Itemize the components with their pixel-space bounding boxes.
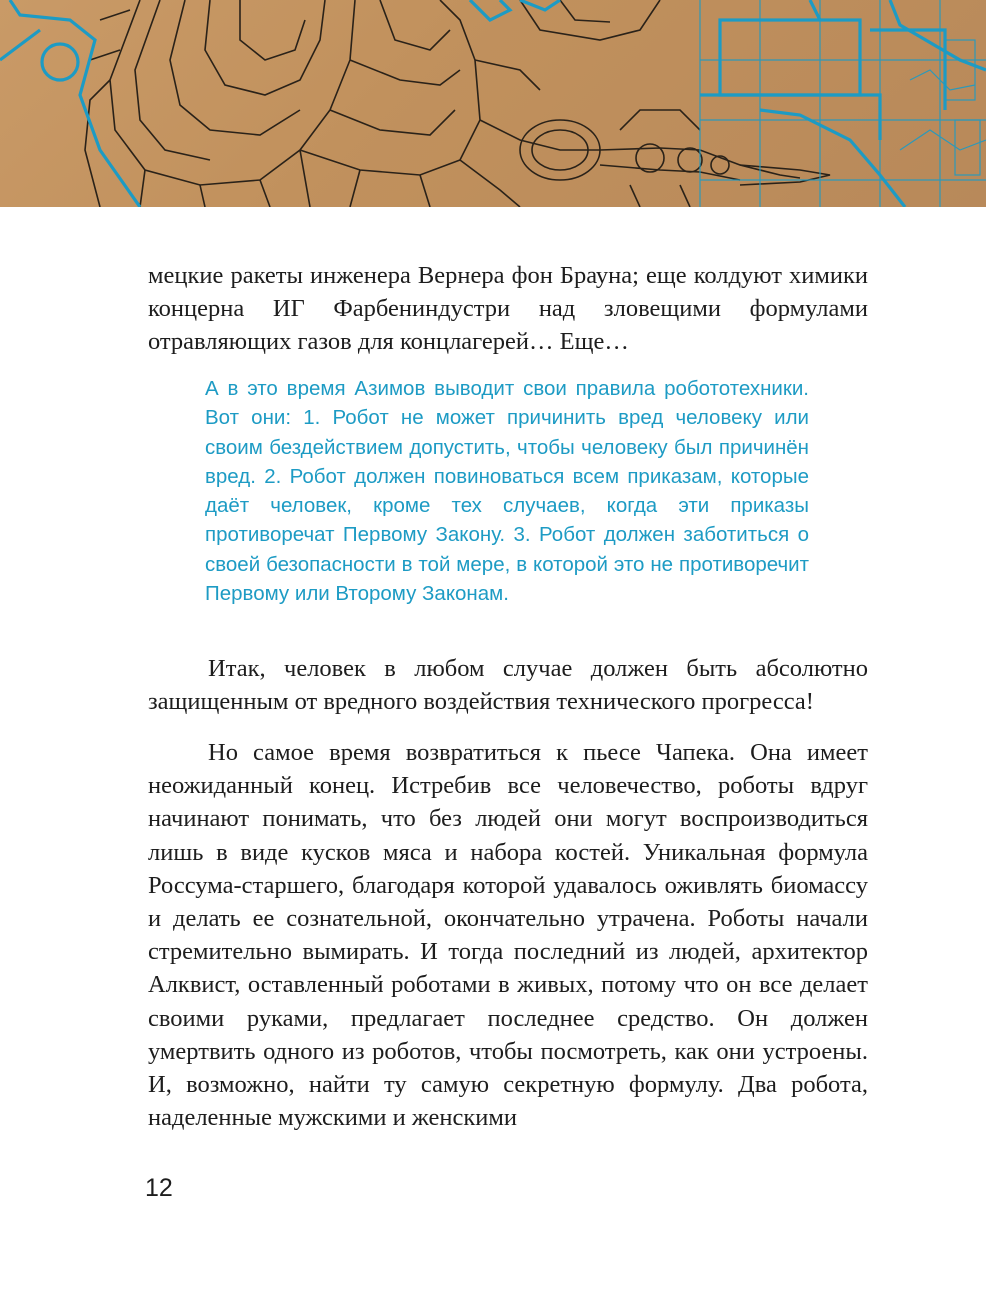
blueprint-drawing	[0, 0, 986, 207]
page-number: 12	[145, 1174, 173, 1202]
paragraph-3: Но самое время возвратиться к пьесе Чапека. Она имеет неожиданный конец. Истребив все человечество, роботы вдруг начинают понимать, что без людей они могут воспроизводиться лишь в виде кусков мяса и набора костей. Уникальная формула Россума-старшего, благодаря которой удавалось оживлять биомассу и делать ее сознательной, окончательно утрачена. Роботы начали стремительно вымирать. И тогда последний из людей, архитектор Алквист, оставленный роботами в живых, потому что он все делает своими руками, предлагает последнее средство. Он должен умертвить одного из роботов, чтобы посмотреть, как они устроены. И, возможно, найти ту самую секретную формулу. Два робота, наделенные мужскими и женскими	[148, 739, 868, 1132]
paragraph-2: Итак, человек в любом случае должен быть абсолютно защищенным от вредного воздействия технического прогресса!	[148, 655, 868, 716]
robot-blueprint-illustration	[0, 0, 986, 207]
asimov-laws-quote: А в это время Азимов выводит свои правила робототехники. Вот они: 1. Робот не может причинить вред человеку или своим бездействием допустить, чтобы человеку был причинён вред. 2. Робот должен повиноваться всем приказам, которые даёт человек, кроме тех случаев, когда эти приказы противоречат Первому Закону. 3. Робот должен заботиться о своей безопасности в той мере, в которой это не противоречит Первому или Второму Законам.	[205, 377, 809, 606]
paragraph-1: мецкие ракеты инженера Вернера фон Брауна; еще колдуют химики концерна ИГ Фарбениндустри над зловещими формулами отравляющих газов для концлагерей… Еще…	[148, 262, 868, 356]
